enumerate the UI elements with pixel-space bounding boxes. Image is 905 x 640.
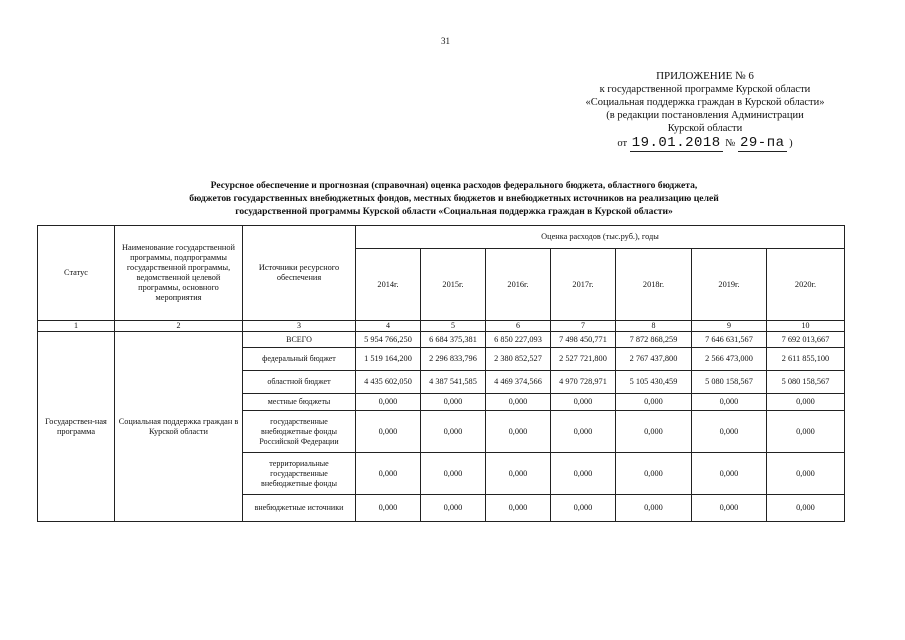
column-index: 6 <box>486 321 551 332</box>
title-line-3: государственной программы Курской области «Социальная поддержка граждан в Курской области» <box>235 206 673 217</box>
column-index-row <box>38 321 845 332</box>
value-cell: 2 296 833,796 <box>421 348 486 371</box>
value-cell: 5 080 158,567 <box>692 371 767 394</box>
value-cell: 0,000 <box>616 411 692 453</box>
value-cell: 0,000 <box>421 453 486 495</box>
appendix-line-4: Курской области <box>667 123 743 134</box>
header-year: 2019г. <box>692 249 767 321</box>
column-index: 1 <box>38 321 115 332</box>
value-cell: 0,000 <box>616 495 692 522</box>
value-cell: 6 684 375,381 <box>421 332 486 348</box>
document-title <box>118 179 790 218</box>
value-cell: 5 105 430,459 <box>616 371 692 394</box>
header-name: Наименование государственной программы, подпрограммы государственной программы, ведомственной целевой программы, основного мероприятия <box>115 226 243 321</box>
appendix-date-line <box>560 137 850 150</box>
column-index: 7 <box>551 321 616 332</box>
value-cell: 4 970 728,971 <box>551 371 616 394</box>
value-cell: 0,000 <box>486 411 551 453</box>
column-index: 10 <box>767 321 845 332</box>
table-row <box>38 332 845 348</box>
header-year: 2015г. <box>421 249 486 321</box>
value-cell: 4 435 602,050 <box>356 371 421 394</box>
value-cell: 0,000 <box>692 495 767 522</box>
appendix-line-3: (в редакции постановления Администрации <box>606 110 804 121</box>
value-cell: 0,000 <box>356 411 421 453</box>
header-year: 2020г. <box>767 249 845 321</box>
value-cell: 4 387 541,585 <box>421 371 486 394</box>
value-cell: 7 498 450,771 <box>551 332 616 348</box>
header-year: 2014г. <box>356 249 421 321</box>
value-cell: 5 954 766,250 <box>356 332 421 348</box>
value-cell: 5 080 158,567 <box>767 371 845 394</box>
source-cell: областной бюджет <box>243 371 356 394</box>
value-cell: 0,000 <box>692 394 767 411</box>
value-cell: 0,000 <box>486 394 551 411</box>
column-index: 2 <box>115 321 243 332</box>
value-cell: 0,000 <box>421 495 486 522</box>
source-cell: внебюджетные источники <box>243 495 356 522</box>
header-estimate: Оценка расходов (тыс.руб.), годы <box>356 226 845 249</box>
value-cell: 0,000 <box>692 411 767 453</box>
source-cell: государственные внебюджетные фонды Российской Федерации <box>243 411 356 453</box>
header-year: 2016г. <box>486 249 551 321</box>
title-line-1: Ресурсное обеспечение и прогнозная (справочная) оценка расходов федерального бюджета, областного бюджета, <box>210 180 698 191</box>
date-close: ) <box>789 138 793 149</box>
value-cell: 2 611 855,100 <box>767 348 845 371</box>
appendix-block <box>560 70 850 150</box>
value-cell: 0,000 <box>551 411 616 453</box>
header-sources: Источники ресурсного обеспечения <box>243 226 356 321</box>
value-cell: 0,000 <box>616 394 692 411</box>
value-cell: 2 380 852,527 <box>486 348 551 371</box>
value-cell: 2 767 437,800 <box>616 348 692 371</box>
value-cell: 0,000 <box>616 453 692 495</box>
column-index: 4 <box>356 321 421 332</box>
column-index: 5 <box>421 321 486 332</box>
appendix-title: ПРИЛОЖЕНИЕ № 6 <box>656 70 754 82</box>
header-status: Статус <box>38 226 115 321</box>
column-index: 8 <box>616 321 692 332</box>
header-year: 2017г. <box>551 249 616 321</box>
value-cell: 0,000 <box>551 495 616 522</box>
value-cell: 1 519 164,200 <box>356 348 421 371</box>
resolution-number: 29-па <box>739 135 785 151</box>
value-cell: 0,000 <box>486 495 551 522</box>
value-cell: 0,000 <box>551 453 616 495</box>
value-cell: 7 692 013,667 <box>767 332 845 348</box>
value-cell: 7 872 868,259 <box>616 332 692 348</box>
value-cell: 0,000 <box>692 453 767 495</box>
source-cell: территориальные государственные внебюджетные фонды <box>243 453 356 495</box>
date-prefix: от <box>617 138 628 149</box>
status-cell: Государствен-ная программа <box>38 332 115 522</box>
title-line-2: бюджетов государственных внебюджетных фондов, местных бюджетов и внебюджетных источников на реализацию целей <box>189 193 719 204</box>
value-cell: 0,000 <box>421 411 486 453</box>
value-cell: 0,000 <box>421 394 486 411</box>
value-cell: 0,000 <box>356 495 421 522</box>
value-cell: 2 527 721,800 <box>551 348 616 371</box>
page-number: 31 <box>441 36 450 46</box>
source-cell: ВСЕГО <box>243 332 356 348</box>
appendix-line-1: к государственной программе Курской области <box>599 84 811 95</box>
column-index: 9 <box>692 321 767 332</box>
column-index: 3 <box>243 321 356 332</box>
value-cell: 0,000 <box>551 394 616 411</box>
value-cell: 0,000 <box>356 453 421 495</box>
value-cell: 2 566 473,000 <box>692 348 767 371</box>
appendix-line-2: «Социальная поддержка граждан в Курской области» <box>585 97 825 108</box>
value-cell: 0,000 <box>767 495 845 522</box>
value-cell: 0,000 <box>767 394 845 411</box>
source-cell: федеральный бюджет <box>243 348 356 371</box>
value-cell: 6 850 227,093 <box>486 332 551 348</box>
value-cell: 4 469 374,566 <box>486 371 551 394</box>
program-name-cell: Социальная поддержка граждан в Курской области <box>115 332 243 522</box>
value-cell: 7 646 631,567 <box>692 332 767 348</box>
resolution-date: 19.01.2018 <box>631 135 721 151</box>
value-cell: 0,000 <box>486 453 551 495</box>
value-cell: 0,000 <box>767 453 845 495</box>
resource-table <box>37 225 845 522</box>
header-year: 2018г. <box>616 249 692 321</box>
number-prefix: № <box>725 138 736 149</box>
source-cell: местные бюджеты <box>243 394 356 411</box>
value-cell: 0,000 <box>767 411 845 453</box>
value-cell: 0,000 <box>356 394 421 411</box>
